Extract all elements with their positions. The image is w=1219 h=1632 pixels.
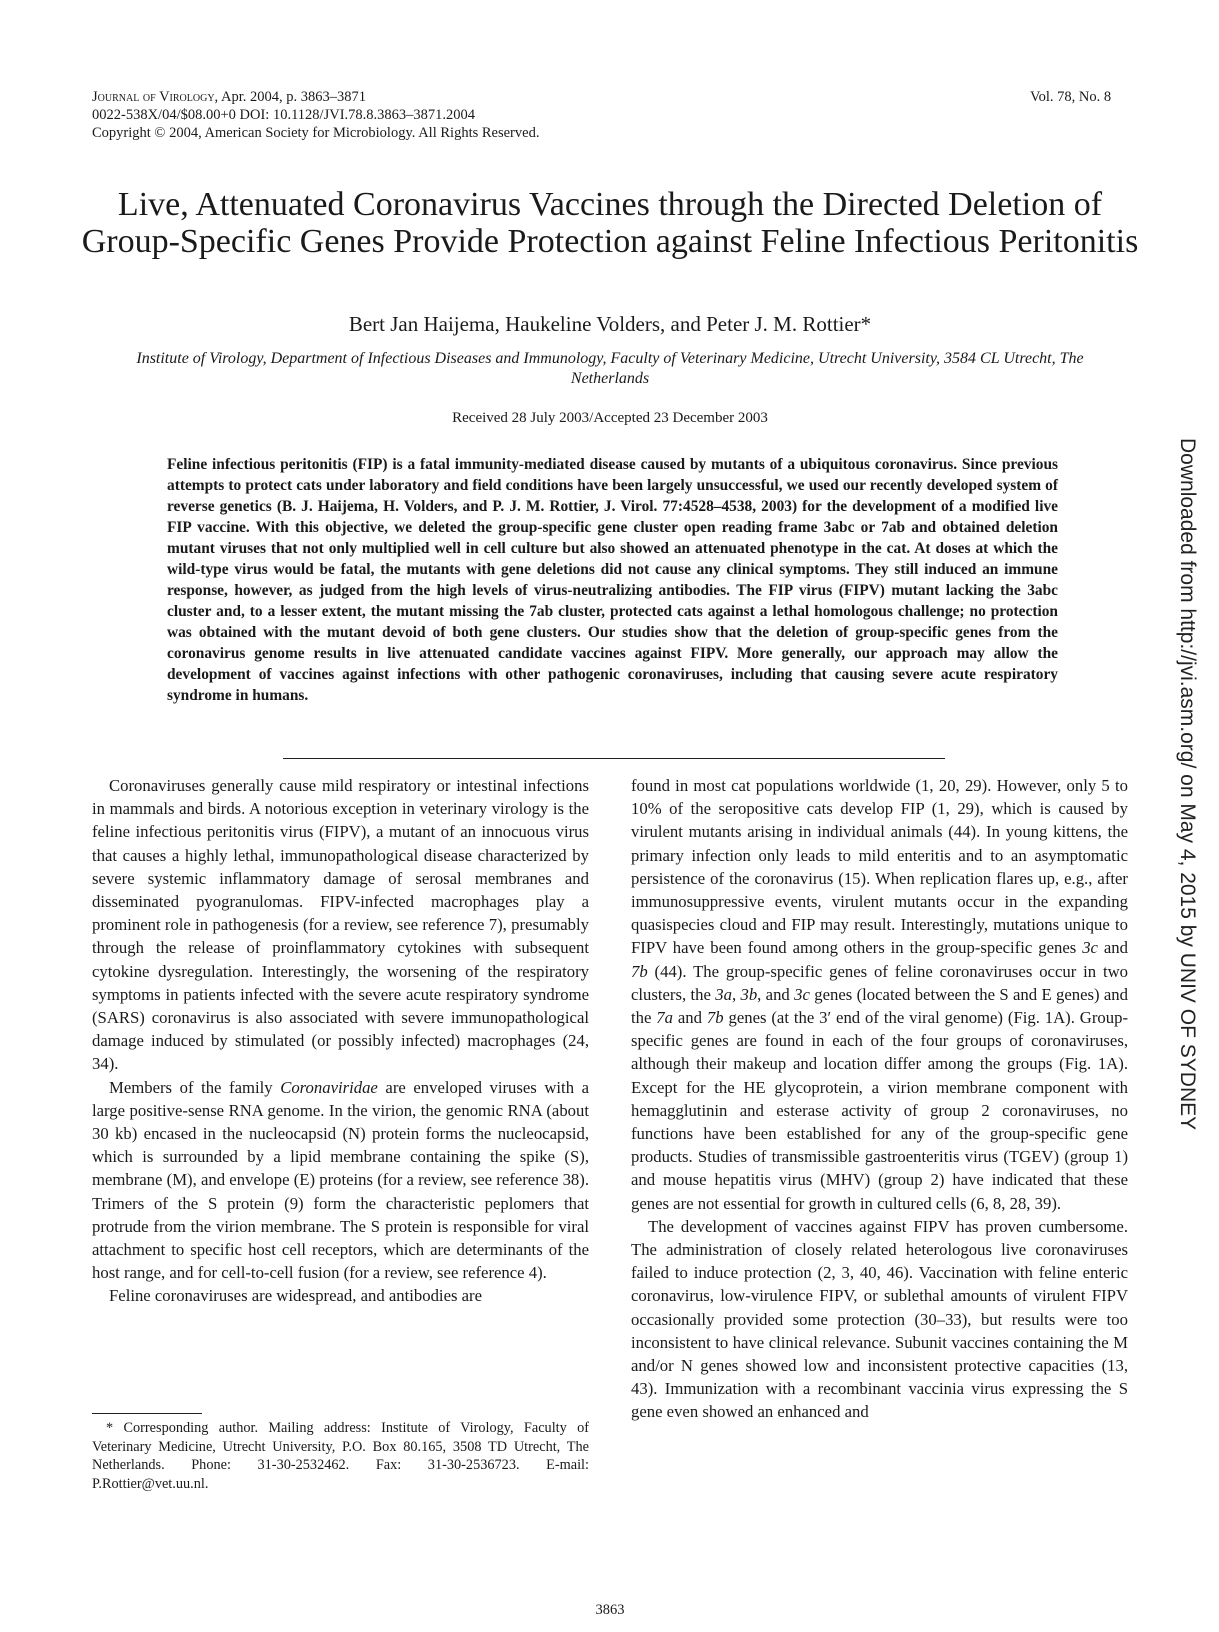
received-dates: Received 28 July 2003/Accepted 23 December 2003 [452, 410, 768, 426]
affiliation: Institute of Virology, Department of Infectious Diseases and Immunology, Faculty of Veterinary Medicine, Utrecht University, 3584 CL Utrecht, The Netherlands [136, 350, 1084, 387]
page-number: 3863 [595, 1602, 625, 1618]
paragraph: Members of the family Coronaviridae are enveloped viruses with a large positive-sense RNA genome. In the virion, the genomic RNA (about 30 kb) encased in the nucleocapsid (N) protein forms the nucleocapsid, which is surrounded by a lipid membrane containing the spike (S), membrane (M), and envelope (E) proteins (for a review, see reference 38). Trimers of the S protein (9) form the characteristic peplomers that protrude from the virion membrane. The S protein is responsible for viral attachment to specific host cell receptors, which are determinants of the host range, and for cell-to-cell fusion (for a review, see reference 4). [92, 1077, 590, 1283]
body-column-left [92, 774, 589, 1308]
author-list: Bert Jan Haijema, Haukeline Volders, and Peter J. M. Rottier* [348, 312, 872, 336]
corresponding-author-footnote: * Corresponding author. Mailing address: Institute of Virology, Faculty of Veterinary Medicine, Utrecht University, P.O. Box 80.165, 3508 TD Utrecht, The Netherlands. Phone: 31-30-2532462. Fax: 31-30-2536723. E-mail: P.Rottier@vet.uu.nl. [92, 1420, 589, 1492]
paragraph: found in most cat populations worldwide (1, 20, 29). However, only 5 to 10% of the seropositive cats develop FIP (1, 29), which is caused by virulent mutants arising in individual animals (44). In young kittens, the primary infection only leads to mild enteritis and to an asymptomatic persistence of the coronavirus (15). When replication flares up, e.g., after immunosuppressive events, virulent mutants occur in the expanding quasispecies cloud and FIP may result. Interestingly, mutations unique to FIPV have been found among others in the group-specific genes 3c and 7b (44). The group-specific genes of feline coronaviruses occur in two clusters, the 3a, 3b, and 3c genes (located between the S and E genes) and the 7a and 7b genes (at the 3′ end of the viral genome) (Fig. 1A). Group-specific genes are found in each of the four groups of coronaviruses, although their makeup and location differ among the groups (Fig. 1A). Except for the HE glycoprotein, a virion membrane component with hemagglutinin and esterase activity of group 2 coronaviruses, no functions have been established for any of the group-specific gene products. Studies of transmissible gastroenteritis virus (TGEV) (group 1) and mouse hepatitis virus (MHV) (group 2) have indicated that these genes are not essential for growth in cultured cells (6, 8, 28, 39). [631, 776, 1128, 1213]
footnote-divider [92, 1413, 202, 1414]
article-title: Live, Attenuated Coronavirus Vaccines through the Directed Deletion of Group-Specific Genes Provide Protection against Feline Infectious Peritonitis [81, 186, 1139, 260]
journal-citation [92, 88, 366, 106]
issn-doi-line: 0022-538X/04/$08.00+0 DOI: 10.1128/JVI.78.8.3863–3871.2004 [92, 107, 476, 123]
volume-label: Vol. 78, No. 8 [1030, 89, 1112, 105]
journal-issue: , Apr. 2004, p. 3863–3871 [214, 89, 366, 105]
paragraph: The development of vaccines against FIPV has proven cumbersome. The administration of closely related heterologous live coronaviruses failed to induce protection (2, 3, 40, 46). Vaccination with feline enteric coronavirus, low-virulence FIPV, or sublethal amounts of virulent FIPV occasionally provided some protection (30–33), but results were too inconsistent to have clinical relevance. Subunit vaccines containing the M and/or N genes showed low and inconsistent protective capacities (13, 43). Immunization with a recombinant vaccinia virus expressing the S gene even showed an enhanced and [631, 1216, 1128, 1422]
paragraph: Coronaviruses generally cause mild respiratory or intestinal infections in mammals and birds. A notorious exception in veterinary virology is the feline infectious peritonitis virus (FIPV), a mutant of an innocuous virus that causes a highly lethal, immunopathological disease characterized by severe systemic inflammatory damage of serosal membranes and disseminated pyogranulomas. FIPV-infected macrophages play a prominent role in pathogenesis (for a review, see reference 7), presumably through the release of proinflammatory cytokines with subsequent cytokine dysregulation. Interestingly, the worsening of the respiratory symptoms in patients infected with the severe acute respiratory syndrome (SARS) coronavirus is also associated with severe immunopathological damage induced by stimulated (or possibly infected) macrophages (24, 34). [92, 776, 589, 1074]
abstract-divider [283, 758, 945, 759]
journal-name: Journal of Virology [92, 89, 215, 105]
copyright-line: Copyright © 2004, American Society for Microbiology. All Rights Reserved. [92, 125, 540, 141]
download-notice: Downloaded from http://jvi.asm.org/ on May 4, 2015 by UNIV OF SYDNEY [1176, 438, 1199, 1131]
paragraph: Feline coronaviruses are widespread, and antibodies are [109, 1286, 483, 1306]
body-column-right [631, 774, 1128, 1424]
abstract: Feline infectious peritonitis (FIP) is a fatal immunity-mediated disease caused by mutants of a ubiquitous coronavirus. Since previous attempts to protect cats under laboratory and field conditions have been largely unsuccessful, we used our recently developed system of reverse genetics (B. J. Haijema, H. Volders, and P. J. M. Rottier, J. Virol. 77:4528–4538, 2003) for the development of a modified live FIP vaccine. With this objective, we deleted the group-specific gene cluster open reading frame 3abc or 7ab and obtained deletion mutant viruses that not only multiplied well in cell culture but also showed an attenuated phenotype in the cat. At doses at which the wild-type virus would be fatal, the mutants with gene deletions did not cause any clinical symptoms. They still induced an immune response, however, as judged from the high levels of virus-neutralizing antibodies. The FIP virus (FIPV) mutant lacking the 3abc cluster and, to a lesser extent, the mutant missing the 7ab cluster, protected cats against a lethal homologous challenge; no protection was obtained with the mutant devoid of both gene clusters. Our studies show that the deletion of group-specific genes from the coronavirus genome results in live attenuated candidate vaccines against FIPV. More generally, our approach may allow the development of vaccines against infections with other pathogenic coronaviruses, including that causing severe acute respiratory syndrome in humans. [167, 456, 1058, 704]
